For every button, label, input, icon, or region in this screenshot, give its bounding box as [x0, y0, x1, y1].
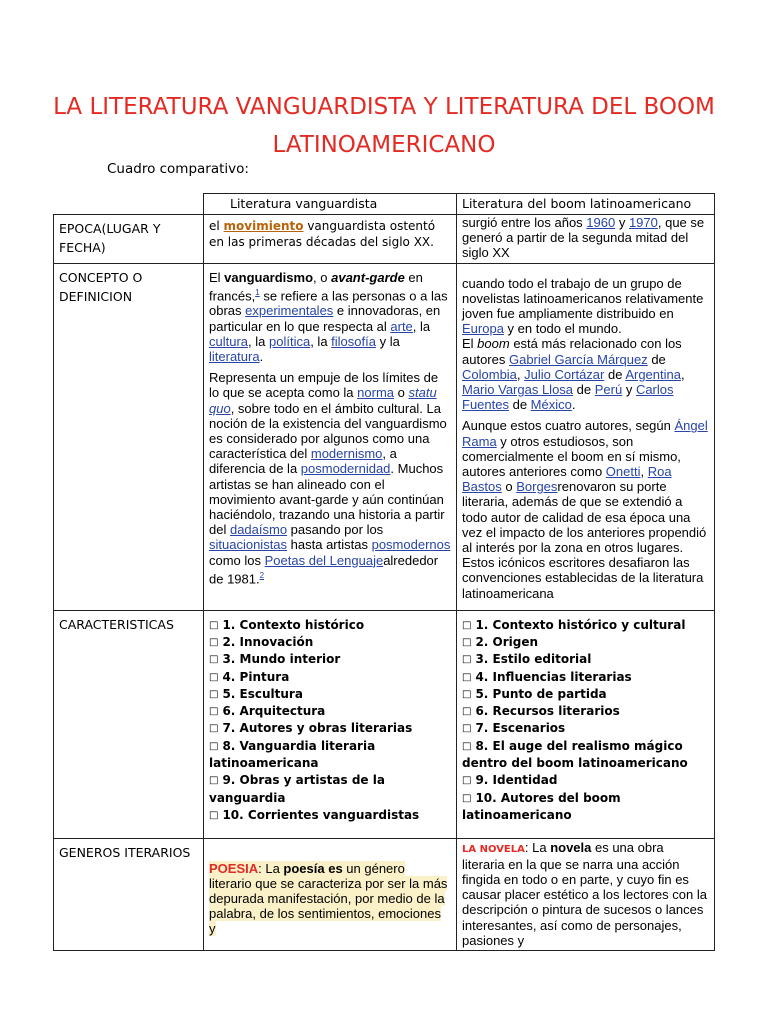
document-title — [0, 88, 768, 164]
row-concepto — [54, 263, 715, 610]
cell-concepto-boom — [457, 263, 715, 610]
paragraph — [209, 270, 451, 365]
bullet-icon: □ — [209, 723, 219, 735]
text: El — [209, 269, 225, 285]
bullet-icon: □ — [462, 706, 472, 718]
bullet-icon: □ — [462, 654, 472, 666]
item-text: 4. Pintura — [222, 669, 290, 684]
link-posmodernidad[interactable]: posmodernidad — [300, 461, 391, 477]
list-item — [209, 703, 451, 720]
link-movimiento[interactable]: movimiento — [223, 219, 304, 233]
text: , — [680, 366, 685, 382]
text: , o — [313, 269, 332, 285]
link-norma[interactable]: norma — [357, 385, 395, 401]
text: : La — [524, 839, 551, 855]
bullet-icon: □ — [462, 723, 472, 735]
link-borges[interactable]: Borges — [516, 479, 558, 495]
link-europa[interactable]: Europa — [462, 321, 504, 337]
row-caracteristicas — [54, 610, 715, 838]
comparison-table — [53, 193, 715, 951]
bullet-icon: □ — [209, 654, 219, 666]
cell-caracteristicas-vanguardista — [204, 610, 457, 838]
text: y — [622, 382, 636, 398]
text: : La — [258, 860, 284, 876]
bullet-icon: □ — [209, 775, 219, 787]
item-text: 1. Contexto histórico y cultural — [475, 617, 686, 632]
text: de — [508, 397, 531, 413]
text: y la — [375, 333, 400, 349]
link-filosofia[interactable]: filosofía — [331, 333, 376, 349]
cell-concepto-vanguardista — [204, 263, 457, 610]
row-label-generos: GENEROS ITERARIOS — [54, 838, 204, 950]
footnote-link[interactable]: 1 — [255, 287, 260, 297]
item-text: 1. Contexto histórico — [222, 617, 365, 632]
list-item — [462, 651, 709, 668]
cell-epoca-vanguardista — [204, 215, 457, 264]
row-generos — [54, 838, 715, 950]
link-literatura[interactable]: literatura — [209, 348, 260, 364]
text: y otros estudiosos, son comercialmente el boom en sí mismo, autores anteriores como — [462, 433, 681, 480]
item-text: 8. El auge del realismo mágico dentro del boom latinoamericano — [462, 738, 688, 770]
text: renovaron su porte literaria, además de que se extendió a todo autor de calidad de esa época una vez el impacto de los anteriores propendió al interés por la zona en otros lugares. Estos icónicos escritores desafiaron las convenciones establecidas de la literatura latinoamericana — [462, 479, 707, 601]
bullet-icon: □ — [462, 636, 472, 648]
paragraph — [209, 370, 451, 586]
link-mexico[interactable]: México — [530, 397, 572, 413]
link-onetti[interactable]: Onetti — [605, 464, 641, 480]
text: Representa un empuje de los límites de lo que se acepta como la — [209, 370, 439, 401]
link-statu-quo[interactable]: statu quo — [209, 385, 437, 416]
item-text: 2. Innovación — [222, 634, 314, 649]
text: , — [516, 366, 525, 382]
link-modernismo[interactable]: modernismo — [310, 446, 383, 462]
item-text: 3. Estilo editorial — [475, 652, 592, 667]
link-posmodernos[interactable]: posmodernos — [371, 537, 451, 553]
list-caracteristicas-boom — [462, 617, 709, 825]
text: , la — [412, 318, 431, 334]
link-colombia[interactable]: Colombia — [462, 366, 517, 382]
link-julio-cortazar[interactable]: Julio Cortázar — [524, 366, 605, 382]
row-epoca — [54, 215, 715, 264]
text: hasta artistas — [287, 537, 372, 553]
list-item — [209, 738, 451, 773]
text: se refiere a las personas o a las obras — [209, 288, 448, 319]
subtitle: Cuadro comparativo: — [107, 161, 249, 177]
list-item — [462, 617, 709, 634]
title-line-2: LATINOAMERICANO — [272, 132, 496, 158]
text: , la — [248, 333, 269, 349]
list-item — [209, 634, 451, 651]
bullet-icon: □ — [462, 671, 472, 683]
link-experimentales[interactable]: experimentales — [245, 303, 334, 319]
item-text: 7. Escenarios — [475, 721, 566, 736]
list-item — [462, 669, 709, 686]
bullet-icon: □ — [462, 775, 472, 787]
cell-generos-vanguardista — [204, 838, 457, 950]
header-boom: Literatura del boom latinoamericano — [457, 194, 715, 215]
link-1970[interactable]: 1970 — [628, 215, 658, 230]
bullet-icon: □ — [209, 688, 219, 700]
item-text: 7. Autores y obras literarias — [222, 721, 413, 736]
item-text: 3. Mundo interior — [222, 652, 341, 667]
row-label-caracteristicas: CARACTERISTICAS — [54, 610, 204, 838]
link-1960[interactable]: 1960 — [586, 215, 616, 230]
item-text: 9. Obras y artistas de la vanguardia — [209, 773, 385, 805]
term-novela: novela — [550, 839, 592, 855]
item-text: 6. Arquitectura — [222, 704, 326, 719]
paragraph — [462, 418, 709, 600]
term-avant-garde: avant-garde — [331, 269, 405, 285]
text: , la — [310, 333, 332, 349]
bullet-icon: □ — [209, 740, 219, 752]
link-argentina[interactable]: Argentina — [625, 366, 681, 382]
text: de — [604, 366, 626, 382]
text: como los — [209, 552, 265, 568]
text: . — [571, 397, 576, 413]
list-caracteristicas-vanguardista — [209, 617, 451, 825]
link-situacionistas[interactable]: situacionistas — [209, 537, 288, 553]
text: , — [640, 464, 648, 480]
bullet-icon: □ — [209, 671, 219, 683]
list-item — [209, 669, 451, 686]
list-item — [209, 772, 451, 807]
text: . — [259, 348, 264, 364]
text: está más relacionado con los autores — [462, 336, 682, 367]
header-empty — [54, 194, 204, 215]
item-text: 10. Autores del boom latinoamericano — [462, 790, 621, 822]
cell-generos-boom — [457, 838, 715, 950]
list-item — [209, 651, 451, 668]
item-text: 2. Origen — [475, 634, 539, 649]
term-poesia: poesía es — [283, 860, 343, 876]
cell-epoca-boom — [457, 215, 715, 264]
link-dadaismo[interactable]: dadaísmo — [229, 522, 288, 538]
text: El — [462, 336, 478, 352]
text: o — [501, 479, 517, 495]
link-peru[interactable]: Perú — [594, 382, 623, 398]
term-vanguardismo: vanguardismo — [224, 269, 314, 285]
text: . Muchos artistas se han alineado con el movimiento avant-garde y aún continúan haciéndolo, trazando una historia a partir del — [209, 461, 445, 538]
header-row — [54, 194, 715, 215]
term-boom: boom — [477, 336, 510, 352]
text: e innovadoras, en particular en lo que respecta al — [209, 303, 441, 334]
text: pasando por los — [287, 522, 384, 538]
heading-poesia: POESIA — [209, 860, 259, 876]
link-poetas-del-lenguaje[interactable]: Poetas del Lenguaje — [264, 552, 384, 568]
text: y en todo el mundo. — [503, 321, 622, 337]
list-item — [462, 738, 709, 773]
text: de — [573, 382, 595, 398]
item-text: 5. Escultura — [222, 686, 303, 701]
list-item — [209, 807, 451, 824]
link-roa-bastos[interactable]: Roa Bastos — [462, 464, 672, 495]
text: y — [615, 215, 629, 230]
text: cuando todo el trabajo de un grupo de novelistas latinoamericanos relativamente joven fue ampliamente distribuido en — [462, 275, 704, 322]
text: el — [209, 219, 224, 233]
list-item — [462, 790, 709, 825]
link-garcia-marquez[interactable]: Gabriel García Márquez — [508, 351, 648, 367]
list-item — [462, 772, 709, 789]
item-text: 10. Corrientes vanguardistas — [222, 807, 420, 822]
bullet-icon: □ — [462, 792, 472, 804]
text: o — [394, 385, 409, 401]
list-item — [209, 686, 451, 703]
bullet-icon: □ — [209, 619, 219, 631]
paragraph — [462, 336, 709, 412]
text: , a diferencia de la — [209, 446, 397, 477]
link-cultura[interactable]: cultura — [209, 333, 249, 349]
text: de — [647, 351, 666, 367]
text: un género literario que se caracteriza por ser la más depurada manifestación, por medio de la palabra, de los sentimientos, emociones y — [209, 860, 448, 937]
header-vanguardista: Literatura vanguardista — [204, 194, 457, 215]
item-text: 5. Punto de partida — [475, 686, 607, 701]
item-text: 9. Identidad — [475, 773, 558, 788]
bullet-icon: □ — [462, 619, 472, 631]
list-item — [462, 720, 709, 737]
heading-novela: LA NOVELA — [462, 843, 525, 855]
bullet-icon: □ — [209, 809, 219, 821]
text: vanguardista ostentó en las primeras décadas del siglo XX. — [209, 219, 436, 249]
link-carlos-fuentes[interactable]: Carlos Fuentes — [462, 382, 674, 413]
cell-caracteristicas-boom — [457, 610, 715, 838]
bullet-icon: □ — [462, 740, 472, 752]
bullet-icon: □ — [209, 636, 219, 648]
bullet-icon: □ — [462, 688, 472, 700]
link-vargas-llosa[interactable]: Mario Vargas Llosa — [462, 382, 574, 398]
footnote-link[interactable]: 2 — [259, 570, 265, 580]
title-line-1: LA LITERATURA VANGUARDISTA Y LITERATURA DEL BOOM — [53, 94, 715, 120]
text: surgió entre los años — [462, 215, 587, 230]
link-politica[interactable]: política — [269, 333, 311, 349]
list-item — [462, 686, 709, 703]
list-item — [462, 703, 709, 720]
row-label-concepto: CONCEPTO O DEFINICION — [54, 263, 204, 610]
text: alrededor de 1981. — [209, 552, 439, 587]
text: en francés, — [209, 269, 423, 304]
text: , que se generó a partir de la segunda mitad del siglo XX — [462, 215, 705, 261]
list-item — [209, 617, 451, 634]
link-angel-rama[interactable]: Ángel Rama — [462, 418, 708, 449]
list-item — [462, 634, 709, 651]
text: , sobre todo en el ámbito cultural. La noción de la existencia del vanguardismo es considerado por algunos como una característica del — [209, 400, 447, 462]
text: es una obra literaria en la que se narra una acción fingida en todo o en parte, y cuyo fin es causar placer estético a los lectores con la descripción o pintura de sucesos o lances interesantes, así como de personajes, pasiones y — [462, 839, 707, 948]
item-text: 8. Vanguardia literaria latinoamericana — [209, 738, 376, 770]
paragraph — [462, 276, 709, 337]
item-text: 6. Recursos literarios — [475, 704, 620, 719]
link-arte[interactable]: arte — [390, 318, 413, 334]
text: Aunque estos cuatro autores, según — [462, 418, 675, 434]
list-item — [209, 720, 451, 737]
bullet-icon: □ — [209, 706, 219, 718]
item-text: 4. Influencias literarias — [475, 669, 632, 684]
row-label-epoca: EPOCA(LUGAR Y FECHA) — [54, 215, 204, 264]
